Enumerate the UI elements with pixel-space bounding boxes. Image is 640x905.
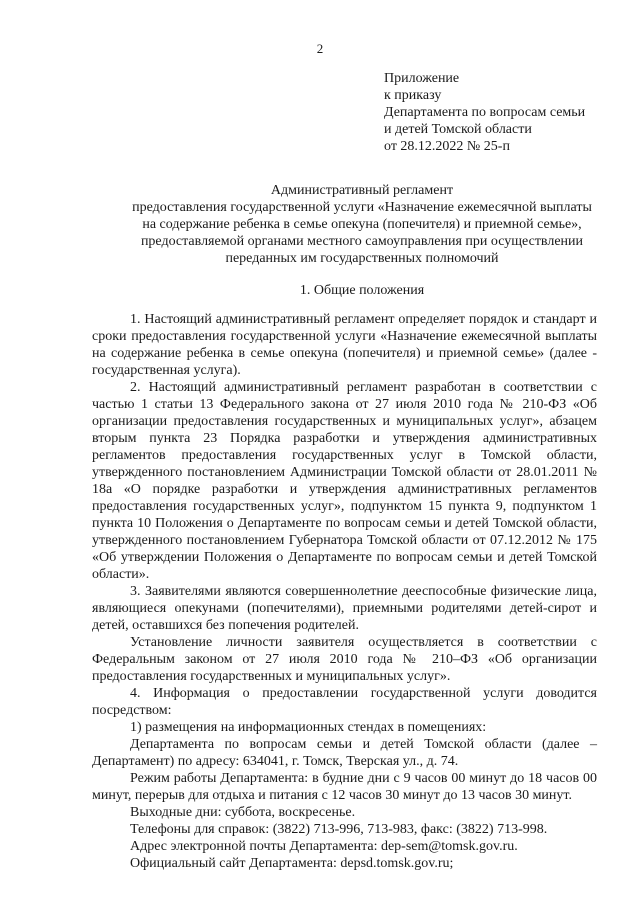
paragraph: 4. Информация о предоставлении государственной услуги доводится посредством: [92,686,597,718]
appendix-line: Приложение [384,71,460,86]
title-line: на содержание ребенка в семье опекуна (попечителя) и приемной семье», [142,217,582,232]
page-number: 2 [316,41,324,56]
document-title [92,182,632,267]
paragraph: Выходные дни: суббота, воскресенье. [130,805,356,820]
appendix-block [384,70,624,155]
document-body [92,311,597,872]
paragraph: 1. Настоящий административный регламент определяет порядок и стандарт и сроки предоставления государственной услуги «Назначение ежемесячной выплаты на содержание ребенка в семье опекуна (попечителя) и приемной семье» (далее - государственная услуга). [92,312,597,378]
paragraph: Адрес электронной почты Департамента: dep-sem@tomsk.gov.ru. [130,839,518,854]
section-heading: 1. Общие положения [299,283,425,298]
title-line: Административный регламент [270,183,454,198]
paragraph: Департамента по вопросам семьи и детей Томской области (далее – Департамент) по адресу: 634041, г. Томск, Тверская ул., д. 74. [92,737,597,769]
appendix-line: к приказу [384,88,442,103]
title-line: предоставляемой органами местного самоуправления при осуществлении [140,234,584,249]
paragraph: Официальный сайт Департамента: depsd.tomsk.gov.ru; [130,856,454,871]
paragraph: Установление личности заявителя осуществляется в соответствии с Федеральным законом от 27 июля 2010 года № 210–ФЗ «Об организации предоставления государственных и муниципальных услуг». [92,635,597,684]
paragraph: Телефоны для справок: (3822) 713-996, 713-983, факс: (3822) 713-998. [130,822,548,837]
paragraph: 1) размещения на информационных стендах в помещениях: [130,720,487,735]
appendix-line: и детей Томской области [384,122,532,137]
title-line: предоставления государственной услуги «Назначение ежемесячной выплаты [132,200,592,215]
paragraph: Режим работы Департамента: в будние дни с 9 часов 00 минут до 18 часов 00 минут, перерыв для отдыха и питания с 12 часов 30 минут до 13 часов 30 минут. [92,771,597,803]
paragraph: 3. Заявителями являются совершеннолетние дееспособные физические лица, являющиеся опекунами (попечителями), приемными родителями детей-сирот и детей, оставшихся без попечения родителей. [92,584,597,633]
appendix-line: от 28.12.2022 № 25-п [384,139,510,154]
title-line: переданных им государственных полномочий [225,251,499,266]
paragraph: 2. Настоящий административный регламент разработан в соответствии с частью 1 статьи 13 Федерального закона от 27 июля 2010 года № 210-ФЗ «Об организации предоставления государственных и муниципальных услуг», абзацем вторым пункта 23 Порядка разработки и утверждения административных регламентов предоставления государственных услуг в Томской области, утвержденного постановлением Администрации Томской области от 28.01.2011 № 18а «О порядке разработки и утверждения административных регламентов предоставления государственных услуг», подпунктом 15 пункта 9, подпунктом 1 пункта 10 Положения о Департаменте по вопросам семьи и детей Томской области, утвержденного постановлением Губернатора Томской области от 07.12.2012 № 175 «Об утверждении Положения о Департаменте по вопросам семьи и детей Томской области». [92,380,597,582]
appendix-line: Департамента по вопросам семьи [384,105,586,120]
